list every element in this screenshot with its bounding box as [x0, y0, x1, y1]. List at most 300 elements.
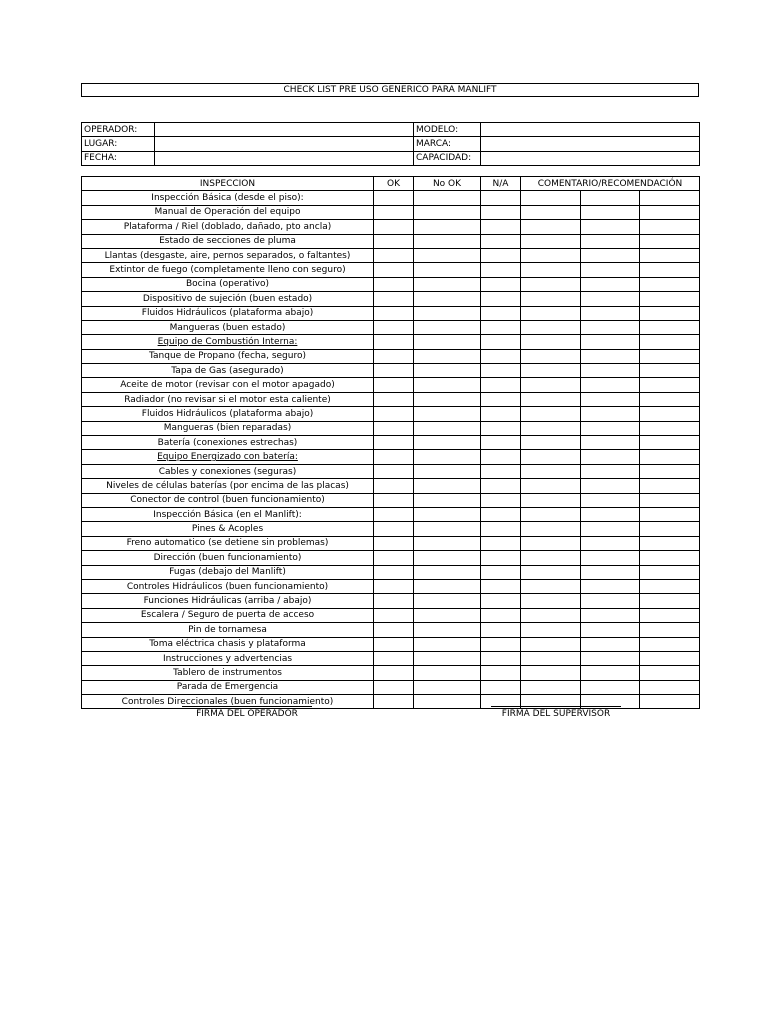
no-ok-cell[interactable] [414, 680, 481, 694]
comment-1-cell[interactable] [521, 421, 581, 435]
comment-3-cell[interactable] [640, 522, 700, 536]
inspection-item-label: Controles Hidráulicos (buen funcionamiento) [82, 579, 374, 593]
no-ok-cell[interactable] [414, 277, 481, 291]
comment-2-cell[interactable] [581, 220, 640, 234]
na-cell[interactable] [481, 349, 521, 363]
ok-cell[interactable] [374, 594, 414, 608]
ok-cell[interactable] [374, 234, 414, 248]
comment-1-cell[interactable] [521, 479, 581, 493]
ok-cell[interactable] [374, 608, 414, 622]
ok-cell[interactable] [374, 349, 414, 363]
na-cell[interactable] [481, 421, 521, 435]
comment-2-cell[interactable] [581, 421, 640, 435]
section-heading: Equipo Energizado con batería: [157, 452, 298, 463]
ok-cell[interactable] [374, 436, 414, 450]
inspection-item-label: Instrucciones y advertencias [82, 651, 374, 665]
title-box [81, 83, 699, 97]
ok-cell[interactable] [374, 666, 414, 680]
comment-3-cell[interactable] [640, 608, 700, 622]
comment-2-cell[interactable] [581, 666, 640, 680]
inspection-item-label: Radiador (no revisar si el motor esta caliente) [82, 392, 374, 406]
comment-2-cell[interactable] [581, 263, 640, 277]
ok-cell[interactable] [374, 464, 414, 478]
inspection-item-label: Tanque de Propano (fecha, seguro) [82, 349, 374, 363]
no-ok-cell[interactable] [414, 579, 481, 593]
comment-3-cell[interactable] [640, 680, 700, 694]
modelo-label: MODELO: [414, 123, 481, 137]
comment-1-cell[interactable] [521, 205, 581, 219]
na-cell[interactable] [481, 392, 521, 406]
ok-cell[interactable] [374, 450, 414, 464]
comment-2-cell[interactable] [581, 191, 640, 205]
inspection-item-label: Bocina (operativo) [82, 277, 374, 291]
inspection-row [82, 579, 700, 593]
comment-3-cell[interactable] [640, 407, 700, 421]
inspection-item-label: Freno automatico (se detiene sin problemas) [82, 536, 374, 550]
inspection-item-label: Extintor de fuego (completamente lleno con seguro) [82, 263, 374, 277]
na-cell[interactable] [481, 248, 521, 262]
comment-1-cell[interactable] [521, 680, 581, 694]
inspection-row [82, 421, 700, 435]
comment-3-cell[interactable] [640, 579, 700, 593]
comment-2-cell[interactable] [581, 651, 640, 665]
comment-3-cell[interactable] [640, 450, 700, 464]
inspection-item-label: Inspección Básica (en el Manlift): [82, 507, 374, 521]
comment-1-cell[interactable] [521, 234, 581, 248]
inspection-item-label: Plataforma / Riel (doblado, dañado, pto ancla) [82, 220, 374, 234]
comment-2-cell[interactable] [581, 248, 640, 262]
comment-3-cell[interactable] [640, 421, 700, 435]
comment-2-cell[interactable] [581, 234, 640, 248]
inspection-item-label: Funciones Hidráulicas (arriba / abajo) [82, 594, 374, 608]
no-ok-cell[interactable] [414, 320, 481, 334]
na-cell[interactable] [481, 536, 521, 550]
inspection-row [82, 320, 700, 334]
ok-cell[interactable] [374, 579, 414, 593]
ok-cell[interactable] [374, 306, 414, 320]
inspection-item-label: Parada de Emergencia [82, 680, 374, 694]
na-cell[interactable] [481, 378, 521, 392]
na-cell[interactable] [481, 522, 521, 536]
comment-2-cell[interactable] [581, 364, 640, 378]
comment-3-cell[interactable] [640, 234, 700, 248]
no-ok-cell[interactable] [414, 191, 481, 205]
comment-1-cell[interactable] [521, 306, 581, 320]
comment-3-cell[interactable] [640, 306, 700, 320]
ok-cell[interactable] [374, 205, 414, 219]
comment-3-cell[interactable] [640, 277, 700, 291]
comment-3-cell[interactable] [640, 479, 700, 493]
comment-2-cell[interactable] [581, 464, 640, 478]
na-cell[interactable] [481, 565, 521, 579]
comment-2-cell[interactable] [581, 349, 640, 363]
na-cell[interactable] [481, 191, 521, 205]
na-cell[interactable] [481, 551, 521, 565]
comment-1-cell[interactable] [521, 378, 581, 392]
comment-3-cell[interactable] [640, 493, 700, 507]
no-ok-cell[interactable] [414, 220, 481, 234]
comment-3-cell[interactable] [640, 320, 700, 334]
comment-1-cell[interactable] [521, 623, 581, 637]
comment-2-cell[interactable] [581, 536, 640, 550]
comment-2-cell[interactable] [581, 493, 640, 507]
inspection-row [82, 234, 700, 248]
comment-2-cell[interactable] [581, 565, 640, 579]
ok-cell[interactable] [374, 695, 414, 709]
comment-2-cell[interactable] [581, 277, 640, 291]
no-ok-cell[interactable] [414, 507, 481, 521]
comment-1-cell[interactable] [521, 335, 581, 349]
na-cell[interactable] [481, 335, 521, 349]
supervisor-signature-label: FIRMA DEL SUPERVISOR [501, 709, 611, 719]
marca-field[interactable] [481, 137, 700, 151]
comment-2-cell[interactable] [581, 637, 640, 651]
comment-3-cell[interactable] [640, 205, 700, 219]
ok-cell[interactable] [374, 407, 414, 421]
comment-1-cell[interactable] [521, 507, 581, 521]
ok-cell[interactable] [374, 551, 414, 565]
inspection-row [82, 349, 700, 363]
comment-3-cell[interactable] [640, 464, 700, 478]
no-ok-cell[interactable] [414, 536, 481, 550]
comment-2-cell[interactable] [581, 306, 640, 320]
comment-1-cell[interactable] [521, 637, 581, 651]
comment-3-cell[interactable] [640, 695, 700, 709]
no-ok-cell[interactable] [414, 493, 481, 507]
inspection-row [82, 536, 700, 550]
comment-3-cell[interactable] [640, 191, 700, 205]
inspection-item-label: Batería (conexiones estrechas) [82, 436, 374, 450]
comment-2-cell[interactable] [581, 205, 640, 219]
supervisor-signature-line[interactable] [491, 706, 621, 707]
comment-1-cell[interactable] [521, 436, 581, 450]
comment-2-cell[interactable] [581, 378, 640, 392]
no-ok-cell[interactable] [414, 623, 481, 637]
inspection-item-label: Niveles de células baterías (por encima de las placas) [82, 479, 374, 493]
ok-cell[interactable] [374, 263, 414, 277]
comment-1-cell[interactable] [521, 651, 581, 665]
inspection-row [82, 450, 700, 464]
inspection-row [82, 551, 700, 565]
no-ok-cell[interactable] [414, 464, 481, 478]
comment-3-cell[interactable] [640, 536, 700, 550]
ok-cell[interactable] [374, 493, 414, 507]
comment-2-cell[interactable] [581, 680, 640, 694]
comment-2-cell[interactable] [581, 436, 640, 450]
lugar-field[interactable] [155, 137, 414, 151]
supervisor-signature [486, 706, 626, 719]
header-na: N/A [481, 177, 521, 191]
ok-cell[interactable] [374, 507, 414, 521]
na-cell[interactable] [481, 407, 521, 421]
na-cell[interactable] [481, 666, 521, 680]
na-cell[interactable] [481, 220, 521, 234]
no-ok-cell[interactable] [414, 565, 481, 579]
comment-3-cell[interactable] [640, 335, 700, 349]
ok-cell[interactable] [374, 335, 414, 349]
comment-1-cell[interactable] [521, 392, 581, 406]
ok-cell[interactable] [374, 637, 414, 651]
inspection-item-label: Controles Direccionales (buen funcionamiento) [82, 695, 374, 709]
na-cell[interactable] [481, 608, 521, 622]
inspection-item-label: Aceite de motor (revisar con el motor apagado) [82, 378, 374, 392]
inspection-row [82, 191, 700, 205]
comment-1-cell[interactable] [521, 407, 581, 421]
inspection-item-label: Toma eléctrica chasis y plataforma [82, 637, 374, 651]
inspection-item-label: Manual de Operación del equipo [82, 205, 374, 219]
comment-1-cell[interactable] [521, 248, 581, 262]
operator-signature-label: FIRMA DEL OPERADOR [196, 709, 298, 719]
no-ok-cell[interactable] [414, 392, 481, 406]
inspection-row [82, 565, 700, 579]
header-comentario: COMENTARIO/RECOMENDACIÓN [521, 177, 700, 191]
comment-2-cell[interactable] [581, 479, 640, 493]
marca-label: MARCA: [414, 137, 481, 151]
ok-cell[interactable] [374, 320, 414, 334]
comment-2-cell[interactable] [581, 608, 640, 622]
comment-1-cell[interactable] [521, 579, 581, 593]
comment-2-cell[interactable] [581, 623, 640, 637]
no-ok-cell[interactable] [414, 551, 481, 565]
operador-field[interactable] [155, 123, 414, 137]
ok-cell[interactable] [374, 680, 414, 694]
comment-1-cell[interactable] [521, 464, 581, 478]
header-no-ok: No OK [414, 177, 481, 191]
inspection-item-label: Escalera / Seguro de puerta de acceso [82, 608, 374, 622]
inspection-row [82, 335, 700, 349]
capacidad-field[interactable] [481, 151, 700, 165]
na-cell[interactable] [481, 623, 521, 637]
comment-1-cell[interactable] [521, 450, 581, 464]
comment-2-cell[interactable] [581, 392, 640, 406]
na-cell[interactable] [481, 507, 521, 521]
comment-2-cell[interactable] [581, 507, 640, 521]
na-cell[interactable] [481, 479, 521, 493]
na-cell[interactable] [481, 579, 521, 593]
comment-1-cell[interactable] [521, 263, 581, 277]
inspection-item-label: Fugas (debajo del Manlift) [82, 565, 374, 579]
na-cell[interactable] [481, 205, 521, 219]
comment-2-cell[interactable] [581, 335, 640, 349]
inspection-row [82, 522, 700, 536]
operador-label: OPERADOR: [82, 123, 155, 137]
inspection-row [82, 306, 700, 320]
inspection-row [82, 364, 700, 378]
comment-3-cell[interactable] [640, 594, 700, 608]
inspection-item-label: Dirección (buen funcionamiento) [82, 551, 374, 565]
ok-cell[interactable] [374, 536, 414, 550]
inspection-row [82, 608, 700, 622]
comment-1-cell[interactable] [521, 666, 581, 680]
inspection-table [81, 176, 700, 709]
inspection-item-label: Tablero de instrumentos [82, 666, 374, 680]
comment-2-cell[interactable] [581, 551, 640, 565]
na-cell[interactable] [481, 263, 521, 277]
no-ok-cell[interactable] [414, 421, 481, 435]
inspection-row [82, 436, 700, 450]
comment-1-cell[interactable] [521, 608, 581, 622]
comment-3-cell[interactable] [640, 551, 700, 565]
comment-3-cell[interactable] [640, 364, 700, 378]
no-ok-cell[interactable] [414, 436, 481, 450]
no-ok-cell[interactable] [414, 364, 481, 378]
na-cell[interactable] [481, 320, 521, 334]
ok-cell[interactable] [374, 220, 414, 234]
na-cell[interactable] [481, 594, 521, 608]
comment-3-cell[interactable] [640, 623, 700, 637]
ok-cell[interactable] [374, 392, 414, 406]
inspection-row [82, 479, 700, 493]
comment-3-cell[interactable] [640, 220, 700, 234]
no-ok-cell[interactable] [414, 306, 481, 320]
modelo-field[interactable] [481, 123, 700, 137]
comment-3-cell[interactable] [640, 392, 700, 406]
na-cell[interactable] [481, 680, 521, 694]
lugar-label: LUGAR: [82, 137, 155, 151]
inspection-row [82, 594, 700, 608]
inspection-row [82, 651, 700, 665]
comment-3-cell[interactable] [640, 378, 700, 392]
fecha-field[interactable] [155, 151, 414, 165]
ok-cell[interactable] [374, 248, 414, 262]
no-ok-cell[interactable] [414, 450, 481, 464]
ok-cell[interactable] [374, 479, 414, 493]
comment-2-cell[interactable] [581, 407, 640, 421]
inspection-item-label: Fluidos Hidráulicos (plataforma abajo) [82, 306, 374, 320]
comment-3-cell[interactable] [640, 666, 700, 680]
na-cell[interactable] [481, 651, 521, 665]
inspection-item-label: Inspección Básica (desde el piso): [82, 191, 374, 205]
comment-3-cell[interactable] [640, 292, 700, 306]
ok-cell[interactable] [374, 277, 414, 291]
no-ok-cell[interactable] [414, 608, 481, 622]
inspection-row [82, 205, 700, 219]
na-cell[interactable] [481, 277, 521, 291]
inspection-row [82, 623, 700, 637]
capacidad-label: CAPACIDAD: [414, 151, 481, 165]
inspection-item-label: Tapa de Gas (asegurado) [82, 364, 374, 378]
inspection-item-label: Fluidos Hidráulicos (plataforma abajo) [82, 407, 374, 421]
no-ok-cell[interactable] [414, 248, 481, 262]
comment-3-cell[interactable] [640, 263, 700, 277]
inspection-row [82, 407, 700, 421]
no-ok-cell[interactable] [414, 263, 481, 277]
document-title: CHECK LIST PRE USO GENERICO PARA MANLIFT [82, 84, 699, 97]
fecha-label: FECHA: [82, 151, 155, 165]
na-cell[interactable] [481, 493, 521, 507]
comment-1-cell[interactable] [521, 565, 581, 579]
na-cell[interactable] [481, 637, 521, 651]
no-ok-cell[interactable] [414, 651, 481, 665]
comment-2-cell[interactable] [581, 320, 640, 334]
no-ok-cell[interactable] [414, 637, 481, 651]
ok-cell[interactable] [374, 378, 414, 392]
comment-1-cell[interactable] [521, 320, 581, 334]
comment-1-cell[interactable] [521, 493, 581, 507]
comment-1-cell[interactable] [521, 220, 581, 234]
ok-cell[interactable] [374, 364, 414, 378]
na-cell[interactable] [481, 234, 521, 248]
ok-cell[interactable] [374, 191, 414, 205]
no-ok-cell[interactable] [414, 234, 481, 248]
comment-1-cell[interactable] [521, 277, 581, 291]
comment-1-cell[interactable] [521, 551, 581, 565]
inspection-header-row [82, 177, 700, 191]
inspection-row [82, 292, 700, 306]
no-ok-cell[interactable] [414, 479, 481, 493]
no-ok-cell[interactable] [414, 292, 481, 306]
comment-2-cell[interactable] [581, 594, 640, 608]
no-ok-cell[interactable] [414, 594, 481, 608]
inspection-row [82, 464, 700, 478]
no-ok-cell[interactable] [414, 666, 481, 680]
info-table [81, 122, 700, 166]
na-cell[interactable] [481, 306, 521, 320]
no-ok-cell[interactable] [414, 522, 481, 536]
ok-cell[interactable] [374, 421, 414, 435]
comment-1-cell[interactable] [521, 364, 581, 378]
no-ok-cell[interactable] [414, 205, 481, 219]
na-cell[interactable] [481, 450, 521, 464]
no-ok-cell[interactable] [414, 349, 481, 363]
comment-3-cell[interactable] [640, 637, 700, 651]
comment-1-cell[interactable] [521, 349, 581, 363]
comment-3-cell[interactable] [640, 651, 700, 665]
ok-cell[interactable] [374, 292, 414, 306]
na-cell[interactable] [481, 292, 521, 306]
ok-cell[interactable] [374, 522, 414, 536]
inspection-item-label [82, 450, 374, 464]
no-ok-cell[interactable] [414, 695, 481, 709]
inspection-row [82, 493, 700, 507]
inspection-item-label: Dispositivo de sujeción (buen estado) [82, 292, 374, 306]
ok-cell[interactable] [374, 565, 414, 579]
comment-1-cell[interactable] [521, 522, 581, 536]
inspection-item-label: Pines & Acoples [82, 522, 374, 536]
comment-1-cell[interactable] [521, 536, 581, 550]
section-heading: Equipo de Combustión Interna: [157, 336, 298, 347]
comment-1-cell[interactable] [521, 594, 581, 608]
no-ok-cell[interactable] [414, 335, 481, 349]
comment-3-cell[interactable] [640, 436, 700, 450]
inspection-row [82, 392, 700, 406]
comment-2-cell[interactable] [581, 450, 640, 464]
comment-3-cell[interactable] [640, 248, 700, 262]
comment-2-cell[interactable] [581, 522, 640, 536]
comment-2-cell[interactable] [581, 292, 640, 306]
na-cell[interactable] [481, 364, 521, 378]
na-cell[interactable] [481, 436, 521, 450]
no-ok-cell[interactable] [414, 378, 481, 392]
inspection-item-label: Mangueras (buen estado) [82, 320, 374, 334]
na-cell[interactable] [481, 464, 521, 478]
comment-1-cell[interactable] [521, 292, 581, 306]
comment-1-cell[interactable] [521, 191, 581, 205]
inspection-row [82, 220, 700, 234]
ok-cell[interactable] [374, 651, 414, 665]
no-ok-cell[interactable] [414, 407, 481, 421]
inspection-item-label: Llantas (desgaste, aire, pernos separados, o faltantes) [82, 248, 374, 262]
ok-cell[interactable] [374, 623, 414, 637]
inspection-row [82, 248, 700, 262]
operator-signature [182, 706, 312, 719]
inspection-item-label: Estado de secciones de pluma [82, 234, 374, 248]
comment-3-cell[interactable] [640, 507, 700, 521]
comment-3-cell[interactable] [640, 349, 700, 363]
comment-2-cell[interactable] [581, 579, 640, 593]
operator-signature-line[interactable] [182, 706, 312, 707]
comment-3-cell[interactable] [640, 565, 700, 579]
